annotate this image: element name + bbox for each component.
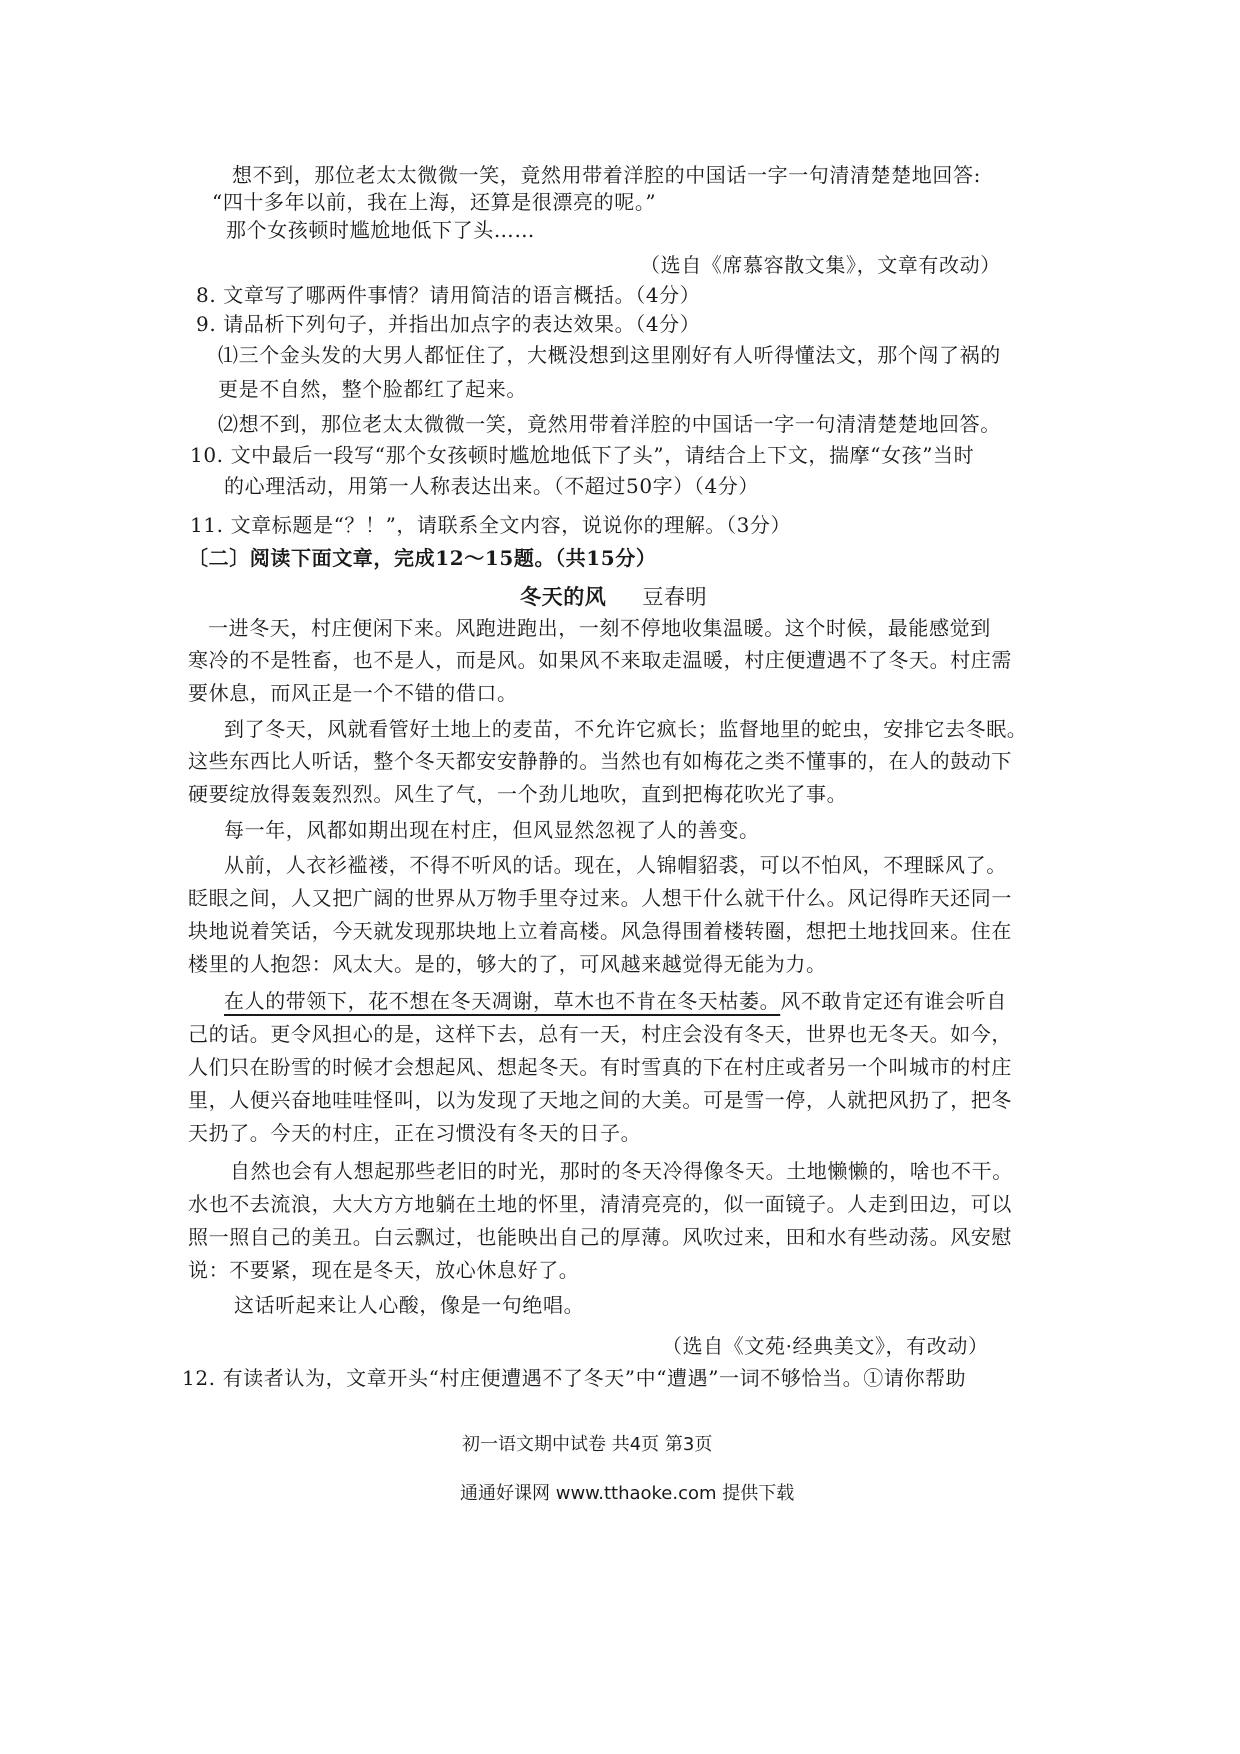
underlined-sentence: 在人的带领下，花不想在冬天凋谢，草木也不肯在冬天枯萎。	[224, 989, 781, 1013]
paragraph-line: 楼里的人抱怨：风太大。是的，够大的了，可风越来越觉得无能为力。	[188, 952, 827, 976]
question-9: 9. 请品析下列句子，并指出加点字的表达效果。（4分）	[196, 312, 701, 336]
paragraph-line: 自然也会有人想起那些老旧的时光，那时的冬天冷得像冬天。土地懒懒的，啥也不干。	[230, 1159, 1013, 1183]
paragraph-line: 里，人便兴奋地哇哇怪叫，以为发现了天地之间的大美。可是雪一停，人就把风扔了，把冬	[188, 1088, 1012, 1112]
question-11: 11. 文章标题是“？！”，请联系全文内容，说说你的理解。（3分）	[190, 513, 792, 537]
paragraph-line: 每一年，风都如期出现在村庄，但风显然忽视了人的善变。	[224, 818, 760, 842]
question-10: 10. 文中最后一段写“那个女孩顿时尴尬地低下了头”，请结合上下文，揣摩“女孩”当时	[190, 443, 975, 467]
passage1-line: 想不到，那位老太太微微一笑，竟然用带着洋腔的中国话一字一句清清楚楚地回答:	[232, 163, 981, 187]
paragraph-line: 这话听起来让人心酸，像是一句绝唱。	[234, 1293, 585, 1317]
passage1-source: （选自《席慕容散文集》，文章有改动）	[640, 253, 1001, 277]
paragraph-line: 己的话。更令风担心的是，这样下去，总有一天，村庄会没有冬天，世界也无冬天。如今，	[188, 1022, 1012, 1046]
passage2-source: （选自《文苑·经典美文》，有改动）	[662, 1334, 989, 1358]
page-footer: 初一语文期中试卷 共4页 第3页	[462, 1434, 713, 1455]
question-8: 8. 文章写了哪两件事情？请用简洁的语言概括。（4分）	[196, 283, 701, 307]
question-12: 12. 有读者认为，文章开头“村庄便遭遇不了冬天”中“遭遇”一词不够恰当。①请你帮助	[182, 1366, 967, 1390]
paragraph-line: 块地说着笑话，今天就发现那块地上立着高楼。风急得围着楼转圈，想把土地找回来。住在	[188, 919, 1012, 943]
paragraph-line: 天扔了。今天的村庄，正在习惯没有冬天的日子。	[188, 1121, 642, 1145]
paragraph-line: 从前，人衣衫褴褛，不得不听风的话。现在，人锦帽貂裘，可以不怕风，不理睬风了。	[224, 853, 1007, 877]
paragraph-line: 寒冷的不是牲畜，也不是人，而是风。如果风不来取走温暖，村庄便遭遇不了冬天。村庄需	[188, 648, 1012, 672]
paragraph-line	[224, 986, 1007, 1016]
paragraph-line: 人们只在盼雪的时候才会想起风、想起冬天。有时雪真的下在村庄或者另一个叫城市的村庄	[188, 1055, 1012, 1079]
article-author: 豆春明	[642, 585, 708, 609]
section-heading: 〔二〕阅读下面文章，完成12～15题。（共15分）	[188, 546, 657, 570]
download-watermark: 通通好课网 www.tthaoke.com 提供下载	[460, 1483, 795, 1504]
paragraph-line: 这些东西比人听话，整个冬天都安安静静的。当然也有如梅花之类不懂事的，在人的鼓动下	[188, 749, 1012, 773]
passage1-line: 那个女孩顿时尴尬地低下了头……	[226, 218, 535, 242]
paragraph-line: 硬要绽放得轰轰烈烈。风生了气，一个劲儿地吹，直到把梅花吹光了事。	[188, 782, 848, 806]
passage1-line: “四十多年以前，我在上海，还算是很漂亮的呢。”	[212, 190, 657, 214]
paragraph-line: 到了冬天，风就看管好土地上的麦苗，不允许它疯长；监督地里的蛇虫，安排它去冬眠。	[224, 717, 1028, 741]
paragraph-line: 照一照自己的美丑。白云飘过，也能映出自己的厚薄。风吹过来，田和水有些动荡。风安慰	[188, 1225, 1012, 1249]
article-title: 冬天的风	[520, 584, 607, 609]
question-9-item-1: ⑴三个金头发的大男人都怔住了，大概没想到这里刚好有人听得懂法文，那个闯了祸的	[218, 343, 1001, 367]
question-10-cont: 的心理活动，用第一人称表达出来。（不超过50字）（4分）	[224, 474, 759, 498]
question-9-item-2: ⑵想不到，那位老太太微微一笑，竟然用带着洋腔的中国话一字一句清清楚楚地回答。	[218, 412, 1001, 436]
article-title-line	[520, 582, 707, 612]
sentence-rest: 风不敢肯定还有谁会听自	[780, 989, 1007, 1013]
paragraph-line: 眨眼之间，人又把广阔的世界从万物手里夺过来。人想干什么就干什么。风记得昨天还同一	[188, 886, 1012, 910]
question-9-item-1-cont: 更是不自然，整个脸都红了起来。	[218, 377, 527, 401]
paragraph-line: 一进冬天，村庄便闲下来。风跑进跑出，一刻不停地收集温暖。这个时候，最能感觉到	[208, 616, 991, 640]
paragraph-line: 要休息，而风正是一个不错的借口。	[188, 681, 518, 705]
paragraph-line: 说：不要紧，现在是冬天，放心休息好了。	[188, 1258, 580, 1282]
paragraph-line: 水也不去流浪，大大方方地躺在土地的怀里，清清亮亮的，似一面镜子。人走到田边，可以	[188, 1192, 1012, 1216]
